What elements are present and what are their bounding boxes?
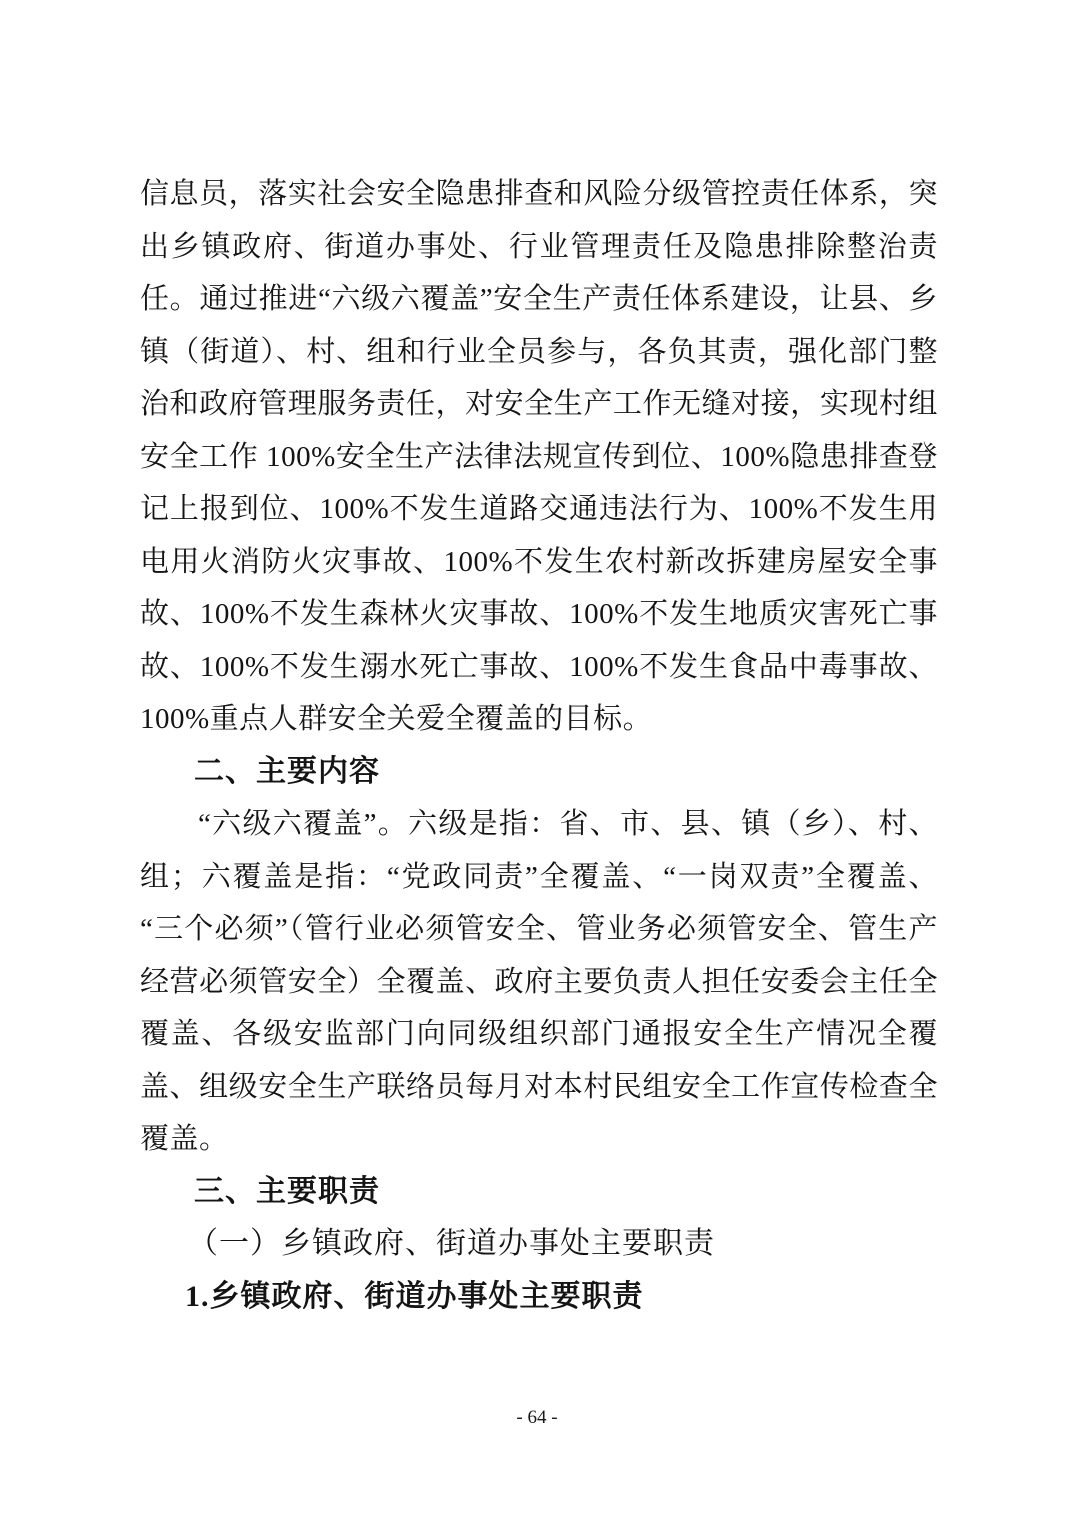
body-paragraph-2: “六级六覆盖”。六级是指：省、市、县、镇（乡）、村、组；六覆盖是指：“党政同责”全覆盖、“一岗双责”全覆盖、“三个必须”（管行业必须管安全、管业务必须管安全、管生产经营必须管安全）全覆盖、政府主要负责人担任安委会主任全覆盖、各级安监部门向同级组织部门通报安全生产情况全覆盖、组级安全生产联络员每月对本村民组安全工作宣传检查全覆盖。: [140, 808, 938, 1155]
document-content: [140, 168, 938, 1323]
section-heading-3: 三、主要职责: [194, 1174, 380, 1208]
subsection-heading-3-1: （一）乡镇政府、街道办事处主要职责: [188, 1227, 715, 1260]
page-number: - 64 -: [516, 1407, 558, 1428]
section-heading-2: 二、主要内容: [194, 754, 380, 788]
subsection-heading-3-1-1: 1.乡镇政府、街道办事处主要职责: [185, 1279, 644, 1313]
body-paragraph-1: 信息员，落实社会安全隐患排查和风险分级管控责任体系，突出乡镇政府、街道办事处、行业管理责任及隐患排除整治责任。通过推进“六级六覆盖”安全生产责任体系建设，让县、乡镇（街道）、村、组和行业全员参与，各负其责，强化部门整治和政府管理服务责任，对安全生产工作无缝对接，实现村组安全工作 100%安全生产法律法规宣传到位、100%隐患排查登记上报到位、100%不发生道路交通违法行为、100%不发生用电用火消防火灾事故、100%不发生农村新改拆建房屋安全事故、100%不发生森林火灾事故、100%不发生地质灾害死亡事故、100%不发生溺水死亡事故、100%不发生食品中毒事故、100%重点人群安全关爱全覆盖的目标。: [140, 178, 938, 735]
